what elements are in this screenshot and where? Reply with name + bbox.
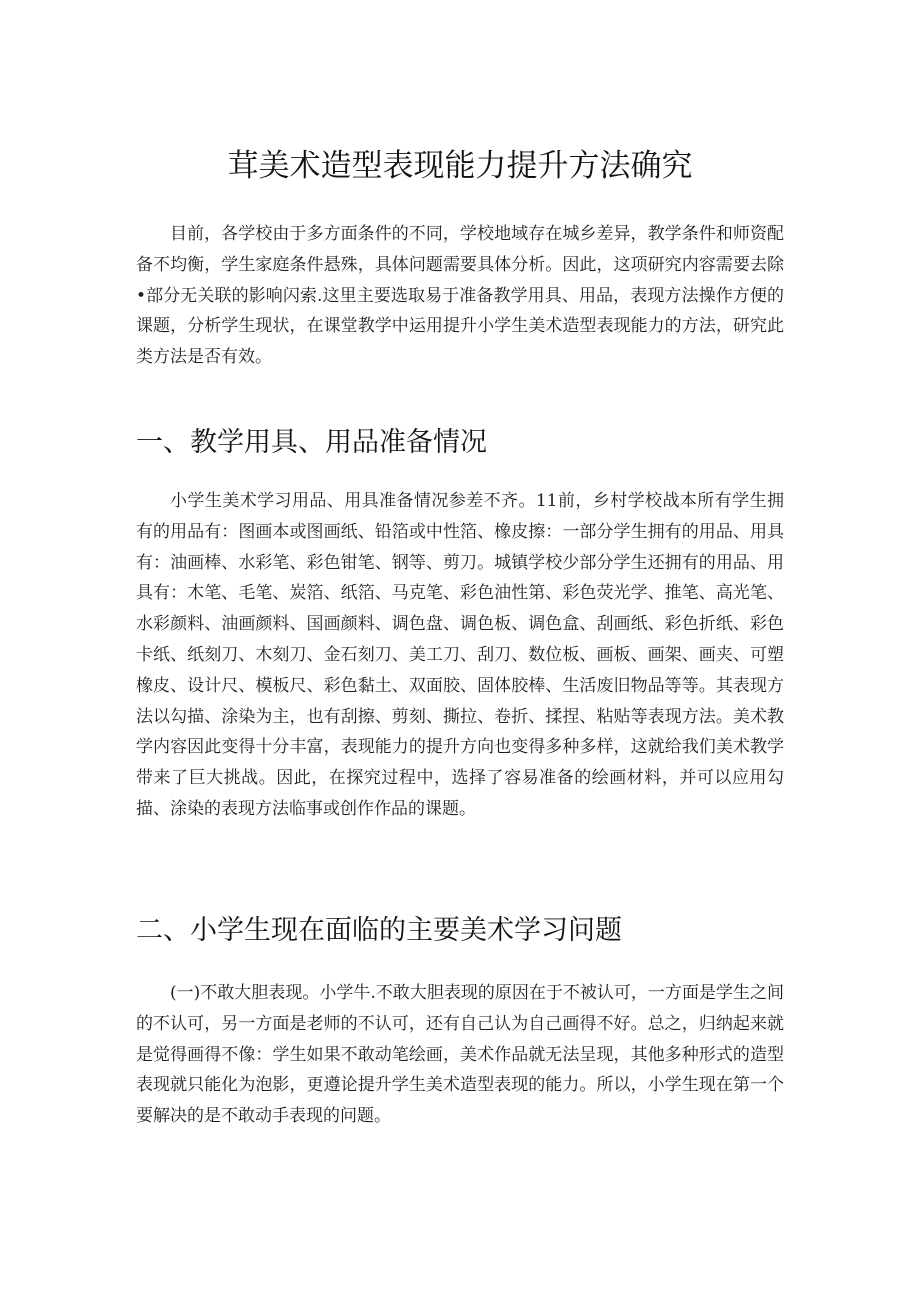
paragraph-problems: (一)不敢大胆表现。小学牛.不敢大胆表现的原因在于不被认可，一方面是学生之间的不认可，另一方面是老师的不认可，还有自己认为自己画得不好。总之，归纳起来就是觉得画得不像：学生如果不敢动笔绘画，美术作品就无法呈现，其他多种形式的造型表现就只能化为泡影，更遵论提升学生美术造型表现的能力。所以，小学生现在第一个要解决的是不敢动手表现的问题。: [136, 983, 784, 1127]
document-title: 茸美术造型表现能力提升方法确究: [227, 148, 693, 184]
paragraph-intro: 目前，各学校由于多方面条件的不同，学校地域存在城乡差异，教学条件和师资配备不均衡，学生家庭条件悬殊，具体问题需要具体分析。因此，这项研究内容需要去除•部分无关联的影响闪索.这里主要选取易于准备教学用具、用品，表现方法操作方便的课题，分析学生现状，在课堂教学中运用提升小学生美术造型表现能力的方法，研究此类方法是否有效。: [136, 224, 784, 368]
section-heading-1: 一、教学用具、用品准备情况: [136, 427, 487, 458]
paragraph-supplies: 小学生美术学习用品、用具准备情况参差不齐。11前，乡村学校战本所有学生拥有的用品有：图画本或图画纸、铅箔或中性箔、橡皮擦：一部分学生拥有的用品、用具有：油画棒、水彩笔、彩色钳笔、钢等、剪刀。城镇学校少部分学生还拥有的用品、用具有：木笔、毛笔、炭箔、纸箔、马克笔、彩色油性第、彩色荧光学、推笔、高光笔、水彩颜料、油画颜料、国画颜料、调色盘、调色板、调色盒、刮画纸、彩色折纸、彩色卡纸、纸刻刀、木刻刀、金石刻刀、美工刀、刮刀、数位板、画板、画架、画夹、可塑橡皮、设计尺、模板尺、彩色黏土、双面胶、固体胶棒、生活废旧物品等等。其表现方法以勾描、涂染为主，也有刮擦、剪刻、撕拉、卷折、揉捏、粘贴等表现方法。美术教学内容因此变得十分丰富，表现能力的提升方向也变得多种多样，这就给我们美术教学带来了巨大挑战。因此，在探究过程中，选择了容易准备的绘画材料，并可以应用勾描、涂染的表现方法临事或创作作品的课题。: [136, 491, 784, 819]
section-heading-2: 二、小学生现在面临的主要美术学习问题: [136, 915, 622, 946]
